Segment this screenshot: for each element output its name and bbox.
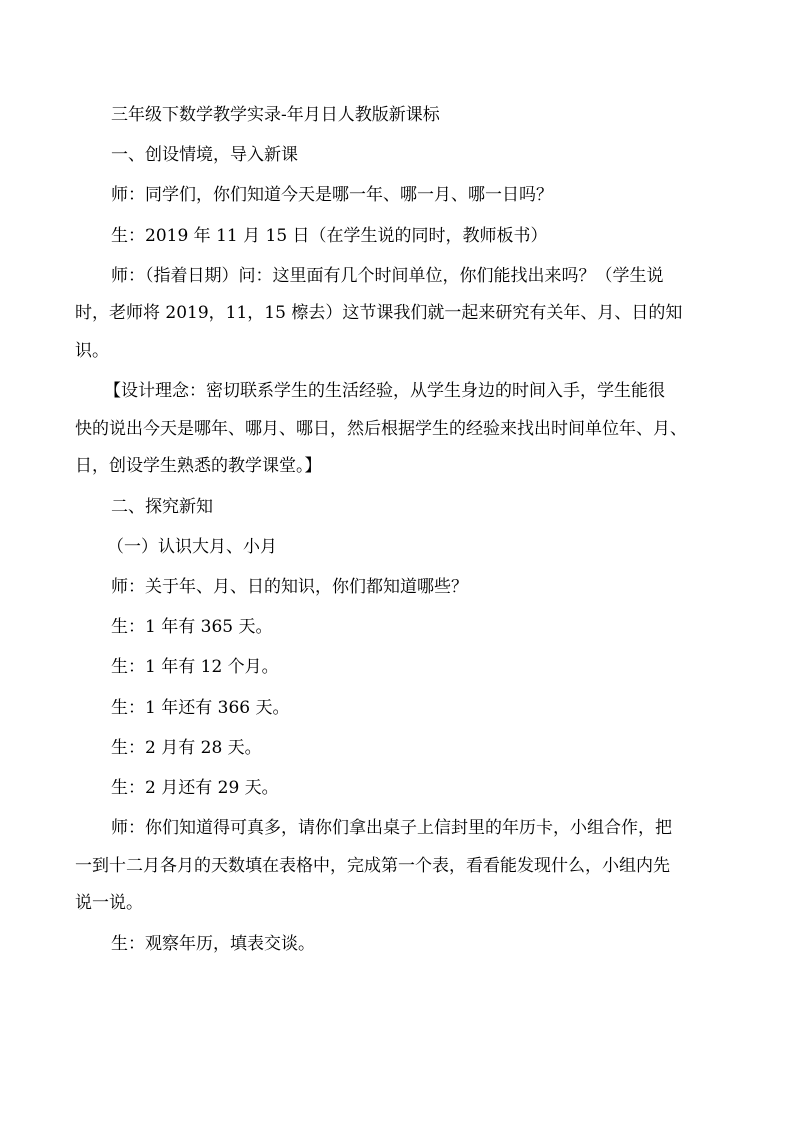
paragraph-line: 识。 <box>75 341 109 361</box>
paragraph-line: 二、探究新知 <box>111 496 213 517</box>
paragraph-line: 一、创设情境，导入新课 <box>111 145 298 166</box>
paragraph-line: 生：1 年有 12 个月。 <box>111 657 279 678</box>
paragraph-line: 说一说。 <box>75 893 143 914</box>
paragraph-line: 师：你们知道得可真多，请你们拿出桌子上信封里的年历卡，小组合作，把 <box>111 818 672 839</box>
paragraph-line: 生：观察年历，填表交谈。 <box>111 933 315 954</box>
paragraph-line: 生：1 年有 365 天。 <box>111 617 273 638</box>
paragraph-line: 【设计理念：密切联系学生的生活经验，从学生身边的时间入手，学生能很 <box>104 381 665 402</box>
paragraph-line: 生：2 月有 28 天。 <box>111 737 262 758</box>
paragraph-line: （一）认识大月、小月 <box>107 536 277 557</box>
paragraph-line: 时，老师将 2019，11，15 檫去）这节课我们就一起来研究有关年、月、日的知 <box>75 303 683 324</box>
paragraph-line: 师：（指着日期）问：这里面有几个时间单位，你们能找出来吗？（学生说 <box>111 265 664 286</box>
paragraph-line: 生：2019 年 11 月 15 日（在学生说的同时，教师板书） <box>111 225 548 246</box>
paragraph-line: 师：同学们，你们知道今天是哪一年、哪一月、哪一日吗？ <box>111 185 553 206</box>
paragraph-line: 日，创设学生熟悉的教学课堂。】 <box>75 456 322 477</box>
paragraph-line: 生：2 月还有 29 天。 <box>111 778 279 798</box>
paragraph-line: 一到十二月各月的天数填在表格中，完成第一个表，看看能发现什么，小组内先 <box>75 855 670 876</box>
document-title: 三年级下数学教学实录-年月日人教版新课标 <box>111 105 440 125</box>
paragraph-line: 师：关于年、月、日的知识，你们都知道哪些？ <box>111 577 468 597</box>
paragraph-line: 生：1 年还有 366 天。 <box>111 697 290 718</box>
paragraph-line: 快的说出今天是哪年、哪月、哪日，然后根据学生的经验来找出时间单位年、月、 <box>75 418 687 439</box>
